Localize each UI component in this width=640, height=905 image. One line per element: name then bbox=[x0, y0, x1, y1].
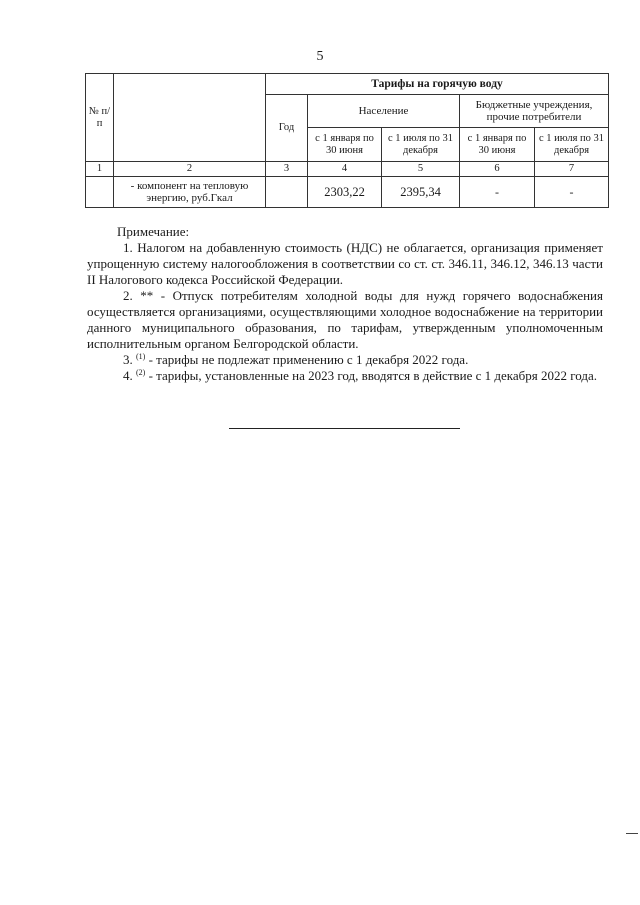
header-year: Год bbox=[266, 95, 308, 162]
column-number: 6 bbox=[460, 162, 535, 177]
row-value: 2303,22 bbox=[308, 177, 382, 208]
note-4 bbox=[87, 368, 603, 384]
row-year bbox=[266, 177, 308, 208]
note-1: 1. Налогом на добавленную стоимость (НДС) не облагается, организация применяет упрощенную систему налогообложения в соответствии со ст. ст. 346.11, 346.12, 346.13 части II Налогового кодекса Российской Федерации. bbox=[87, 240, 603, 287]
header-period: с 1 июля по 31 декабря bbox=[382, 128, 460, 162]
note-3-text: - тарифы не подлежат применению с 1 декабря 2022 года. bbox=[148, 352, 469, 367]
page-number: 5 bbox=[316, 49, 324, 64]
column-number: 5 bbox=[382, 162, 460, 177]
header-period: с 1 июля по 31 декабря bbox=[535, 128, 609, 162]
row-num bbox=[86, 177, 114, 208]
header-tariffs: Тарифы на горячую воду bbox=[266, 74, 609, 95]
note-3 bbox=[87, 352, 603, 368]
row-value: - bbox=[460, 177, 535, 208]
column-number: 1 bbox=[86, 162, 114, 177]
column-number: 4 bbox=[308, 162, 382, 177]
notes-section bbox=[87, 224, 603, 384]
column-number: 3 bbox=[266, 162, 308, 177]
note-4-text: - тарифы, установленные на 2023 год, вводятся в действие с 1 декабря 2022 года. bbox=[148, 368, 598, 383]
header-period: с 1 января по 30 июня bbox=[460, 128, 535, 162]
notes-title: Примечание: bbox=[117, 224, 190, 239]
note-3-mark: (1) bbox=[136, 352, 146, 361]
header-budget: Бюджетные учреждения, прочие потребители bbox=[460, 95, 609, 128]
header-num: № п/п bbox=[86, 74, 114, 162]
row-value: - bbox=[535, 177, 609, 208]
table-row bbox=[86, 177, 609, 208]
tariff-table bbox=[85, 73, 609, 208]
row-value: 2395,34 bbox=[382, 177, 460, 208]
column-number: 2 bbox=[114, 162, 266, 177]
note-2: 2. ** - Отпуск потребителям холодной воды для нужд горячего водоснабжения осуществляется организациями, осуществляющими холодное водоснабжение на территории данного муниципального образования, по тарифам, утвержденным уполномоченным исполнительным органом Белгородской области. bbox=[87, 288, 603, 351]
row-name: - компонент на тепловую энергию, руб.Гкал bbox=[114, 177, 266, 208]
margin-mark bbox=[626, 833, 638, 834]
note-4-mark: (2) bbox=[136, 368, 146, 377]
end-divider bbox=[229, 428, 460, 429]
header-population: Население bbox=[308, 95, 460, 128]
header-period: с 1 января по 30 июня bbox=[308, 128, 382, 162]
header-name bbox=[114, 74, 266, 162]
note-4-number: 4. bbox=[123, 368, 133, 383]
note-3-number: 3. bbox=[123, 352, 133, 367]
column-number: 7 bbox=[535, 162, 609, 177]
